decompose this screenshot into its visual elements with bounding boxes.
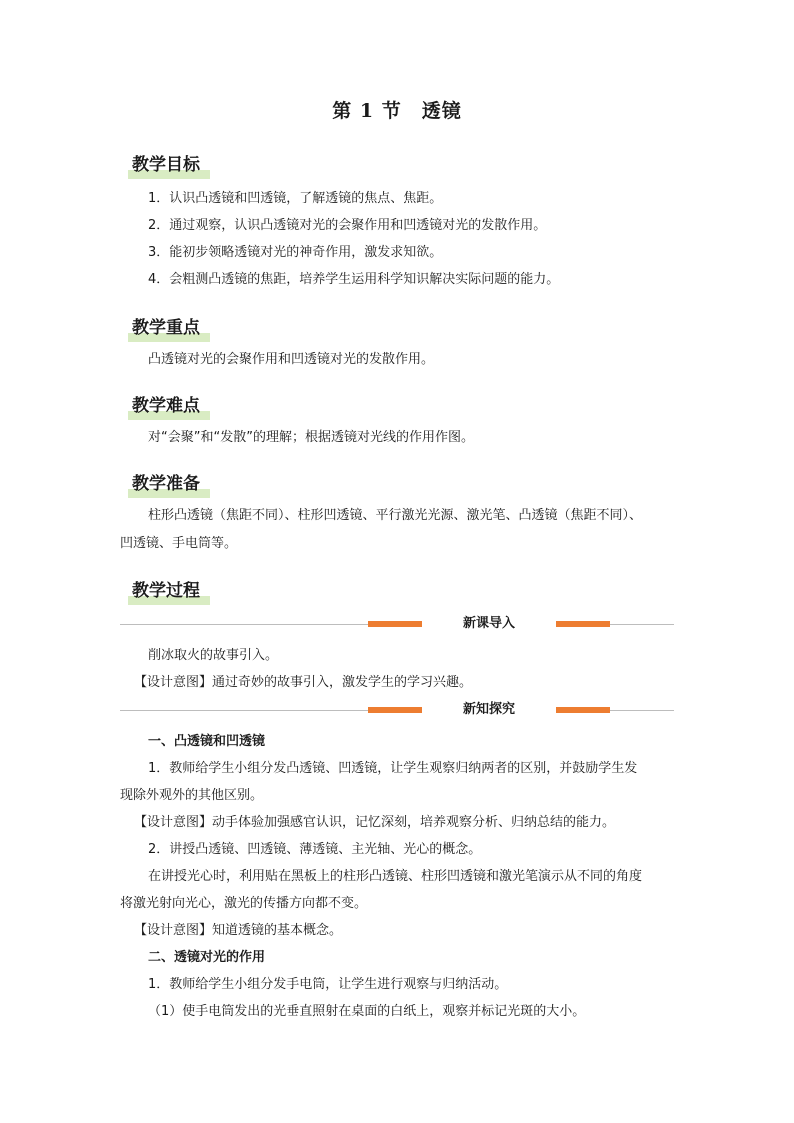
divider-bar	[368, 621, 422, 627]
divider-bar	[556, 621, 610, 627]
part1-line-2: 现除外观外的其他区别。	[120, 788, 264, 803]
objective-item-4: 4．会粗测凸透镜的焦距，培养学生运用科学知识解决实际问题的能力。	[148, 272, 560, 287]
difficulties-text: 对“会聚”和“发散”的理解；根据透镜对光线的作用作图。	[148, 430, 474, 445]
part1-paragraph-line-2: 将激光射向光心，激光的传播方向都不变。	[120, 896, 368, 911]
objective-item-3: 3．能初步领略透镜对光的神奇作用，激发求知欲。	[148, 245, 443, 260]
part1-design-intent-2: 【设计意图】知道透镜的基本概念。	[134, 923, 343, 938]
divider-label-intro: 新课导入	[422, 614, 556, 634]
page-title: 第 1 节 透镜	[332, 100, 462, 122]
section-heading-process: 教学过程	[128, 576, 204, 603]
divider-bar	[556, 707, 610, 713]
preparation-line-1: 柱形凸透镜（焦距不同）、柱形凹透镜、平行激光光源、激光笔、凸透镜（焦距不同）、	[148, 508, 643, 523]
section-heading-difficulties: 教学难点	[128, 391, 204, 418]
preparation-line-2: 凹透镜、手电筒等。	[120, 536, 238, 551]
section-heading-objectives: 教学目标	[128, 150, 204, 177]
part2-item-1: 1．教师给学生小组分发手电筒，让学生进行观察与归纳活动。	[148, 977, 508, 992]
part1-item-2: 2．讲授凸透镜、凹透镜、薄透镜、主光轴、光心的概念。	[148, 842, 482, 857]
part1-line-1: 1．教师给学生小组分发凸透镜、凹透镜，让学生观察归纳两者的区别，并鼓励学生发	[148, 761, 638, 776]
part2-subitem-1: （1）使手电筒发出的光垂直照射在桌面的白纸上，观察并标记光斑的大小。	[148, 1004, 586, 1019]
part1-design-intent: 【设计意图】动手体验加强感官认识，记忆深刻，培养观察分析、归纳总结的能力。	[134, 815, 616, 830]
section-heading-key-points: 教学重点	[128, 313, 204, 340]
intro-design-intent: 【设计意图】通过奇妙的故事引入，激发学生的学习兴趣。	[134, 675, 473, 690]
part1-title: 一、凸透镜和凹透镜	[148, 734, 266, 749]
divider-bar	[368, 707, 422, 713]
section-heading-preparation: 教学准备	[128, 469, 204, 496]
part1-paragraph-line-1: 在讲授光心时，利用贴在黑板上的柱形凸透镜、柱形凹透镜和激光笔演示从不同的角度	[148, 869, 643, 884]
key-points-text: 凸透镜对光的会聚作用和凹透镜对光的发散作用。	[148, 352, 435, 367]
objective-item-2: 2．通过观察，认识凸透镜对光的会聚作用和凹透镜对光的发散作用。	[148, 218, 547, 233]
part2-title: 二、透镜对光的作用	[148, 950, 266, 965]
objective-item-1: 1．认识凸透镜和凹透镜，了解透镜的焦点、焦距。	[148, 191, 443, 206]
divider-explore	[120, 700, 674, 720]
intro-line-1: 削冰取火的故事引入。	[148, 648, 279, 663]
divider-label-explore: 新知探究	[422, 700, 556, 720]
divider-intro	[120, 614, 674, 634]
